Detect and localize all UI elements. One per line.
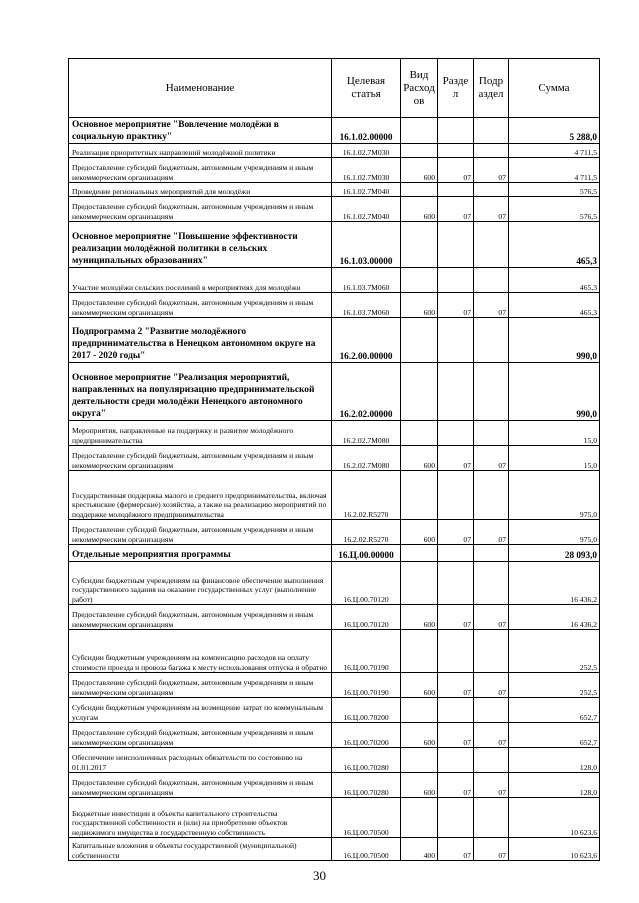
cell-razdel — [438, 363, 474, 421]
cell-code: 16.Ц.00.70190 — [332, 673, 401, 698]
cell-sum: 990,0 — [509, 363, 600, 421]
table-row — [69, 723, 600, 748]
cell-podrazdel — [474, 421, 509, 446]
header-name: Наименование — [69, 59, 332, 118]
cell-name: Реализация приоритетных направлений молодёжной политики — [69, 144, 332, 158]
cell-razdel — [438, 698, 474, 723]
cell-razdel — [438, 471, 474, 520]
cell-podrazdel: 07 — [474, 197, 509, 222]
cell-razdel — [438, 318, 474, 363]
cell-sum: 252,5 — [509, 630, 600, 673]
cell-name: Субсидии бюджетным учреждениям на компенсацию расходов на оплату стоимости проезда и провоза багажа к месту использования отпуска и обратно — [69, 630, 332, 673]
cell-sum: 16 436,2 — [509, 562, 600, 605]
table-row — [69, 158, 600, 183]
header-code: Целевая статья — [332, 59, 401, 118]
cell-name: Предоставление субсидий бюджетным, автономным учреждениям и иным некоммерческим организациям — [69, 158, 332, 183]
cell-sum: 4 711,5 — [509, 158, 600, 183]
cell-podrazdel — [474, 318, 509, 363]
cell-vid — [401, 545, 438, 562]
cell-code: 16.1.02.7М030 — [332, 144, 401, 158]
table-row — [69, 605, 600, 630]
cell-vid — [401, 118, 438, 144]
cell-name: Проведение региональных мероприятий для молодёжи — [69, 183, 332, 197]
cell-code: 16.Ц.00.70500 — [332, 838, 401, 861]
cell-razdel: 07 — [438, 520, 474, 545]
cell-vid: 600 — [401, 446, 438, 471]
cell-podrazdel: 07 — [474, 673, 509, 698]
cell-code: 16.1.02.7М030 — [332, 158, 401, 183]
header-podrazdel: Подр аздел — [474, 59, 509, 118]
cell-vid: 600 — [401, 158, 438, 183]
cell-sum: 16 436,2 — [509, 605, 600, 630]
cell-code: 16.Ц.00.70500 — [332, 798, 401, 838]
cell-podrazdel — [474, 268, 509, 293]
cell-podrazdel — [474, 183, 509, 197]
cell-vid — [401, 798, 438, 838]
cell-razdel: 07 — [438, 673, 474, 698]
cell-vid: 600 — [401, 605, 438, 630]
cell-podrazdel — [474, 222, 509, 268]
header-vid: Вид Расход ов — [401, 59, 438, 118]
cell-code: 16.2.02.00000 — [332, 363, 401, 421]
cell-sum: 4 711,5 — [509, 144, 600, 158]
cell-sum: 576,5 — [509, 183, 600, 197]
table-row — [69, 144, 600, 158]
cell-code: 16.1.03.7М060 — [332, 268, 401, 293]
cell-code: 16.2.02.7М080 — [332, 421, 401, 446]
cell-name: Государственная поддержка малого и среднего предпринимательства, включая крестьянские (фермерские) хозяйства, а также на реализацию мероприятий по поддержке молодёжного предпринимательства — [69, 471, 332, 520]
cell-name: Предоставление субсидий бюджетным, автономным учреждениям и иным некоммерческим организациям — [69, 605, 332, 630]
cell-podrazdel — [474, 545, 509, 562]
cell-razdel: 07 — [438, 446, 474, 471]
cell-name: Предоставление субсидий бюджетным, автономным учреждениям и иным некоммерческим организациям — [69, 673, 332, 698]
cell-vid — [401, 421, 438, 446]
cell-sum: 15,0 — [509, 446, 600, 471]
cell-vid — [401, 363, 438, 421]
cell-podrazdel — [474, 562, 509, 605]
table-row — [69, 838, 600, 861]
cell-podrazdel: 07 — [474, 446, 509, 471]
cell-razdel — [438, 748, 474, 773]
cell-vid — [401, 471, 438, 520]
cell-sum: 465,3 — [509, 222, 600, 268]
cell-podrazdel — [474, 118, 509, 144]
table-row — [69, 798, 600, 838]
cell-razdel — [438, 630, 474, 673]
cell-podrazdel: 07 — [474, 723, 509, 748]
cell-vid — [401, 562, 438, 605]
cell-sum: 465,3 — [509, 293, 600, 318]
cell-code: 16.Ц.00.00000 — [332, 545, 401, 562]
table-row — [69, 630, 600, 673]
cell-code: 16.1.02.7М040 — [332, 183, 401, 197]
cell-name: Участие молодёжи сельских поселений в мероприятиях для молодёжи — [69, 268, 332, 293]
table-row — [69, 446, 600, 471]
table-row — [69, 118, 600, 144]
cell-podrazdel: 07 — [474, 605, 509, 630]
cell-podrazdel: 07 — [474, 293, 509, 318]
cell-vid — [401, 698, 438, 723]
cell-sum: 10 623,6 — [509, 798, 600, 838]
cell-name: Предоставление субсидий бюджетным, автономным учреждениям и иным некоммерческим организациям — [69, 293, 332, 318]
cell-razdel — [438, 144, 474, 158]
cell-podrazdel — [474, 363, 509, 421]
cell-podrazdel — [474, 748, 509, 773]
cell-sum: 252,5 — [509, 673, 600, 698]
cell-sum: 576,5 — [509, 197, 600, 222]
cell-vid — [401, 144, 438, 158]
table-row — [69, 748, 600, 773]
cell-sum: 990,0 — [509, 318, 600, 363]
cell-code: 16.2.02.R5270 — [332, 471, 401, 520]
cell-code: 16.1.02.00000 — [332, 118, 401, 144]
cell-vid — [401, 268, 438, 293]
cell-razdel — [438, 268, 474, 293]
table-row — [69, 520, 600, 545]
cell-code: 16.Ц.00.70190 — [332, 630, 401, 673]
table-row — [69, 421, 600, 446]
cell-razdel: 07 — [438, 773, 474, 798]
table-row — [69, 562, 600, 605]
cell-vid: 600 — [401, 723, 438, 748]
cell-podrazdel: 07 — [474, 520, 509, 545]
cell-sum: 128,0 — [509, 773, 600, 798]
cell-sum: 975,0 — [509, 471, 600, 520]
cell-podrazdel — [474, 144, 509, 158]
table-row — [69, 222, 600, 268]
cell-name: Капитальные вложения в объекты государственной (муниципальной) собственности — [69, 838, 332, 861]
cell-razdel: 07 — [438, 293, 474, 318]
cell-name: Основное мероприятие "Повышение эффективности реализации молодёжной политики в сельских муниципальных образованиях" — [69, 222, 332, 268]
cell-sum: 28 093,0 — [509, 545, 600, 562]
cell-sum: 5 288,0 — [509, 118, 600, 144]
cell-vid: 600 — [401, 673, 438, 698]
cell-razdel: 07 — [438, 723, 474, 748]
cell-sum: 465,3 — [509, 268, 600, 293]
budget-table — [68, 58, 600, 861]
cell-code: 16.1.03.00000 — [332, 222, 401, 268]
cell-code: 16.Ц.00.70120 — [332, 562, 401, 605]
cell-razdel — [438, 222, 474, 268]
cell-code: 16.Ц.00.70200 — [332, 723, 401, 748]
cell-name: Подпрограмма 2 "Развитие молодёжного предпринимательства в Ненецком автономном округе на 2017 - 2020 годы" — [69, 318, 332, 363]
cell-name: Предоставление субсидий бюджетным, автономным учреждениям и иным некоммерческим организациям — [69, 446, 332, 471]
cell-name: Бюджетные инвестиции в объекты капитального строительства государственной собственности и (или) на приобретение объектов недвижимого имущества в государственную собственность — [69, 798, 332, 838]
cell-sum: 652,7 — [509, 723, 600, 748]
cell-name: Основное мероприятие "Реализация мероприятий, направленных на популяризацию предпринимательской деятельности среди молодёжи Ненецкого автономного округа" — [69, 363, 332, 421]
cell-name: Предоставление субсидий бюджетным, автономным учреждениям и иным некоммерческим организациям — [69, 520, 332, 545]
table-row — [69, 183, 600, 197]
cell-sum: 975,0 — [509, 520, 600, 545]
cell-vid — [401, 630, 438, 673]
cell-name: Отдельные мероприятия программы — [69, 545, 332, 562]
cell-razdel — [438, 183, 474, 197]
cell-podrazdel — [474, 698, 509, 723]
table-row — [69, 471, 600, 520]
cell-razdel — [438, 545, 474, 562]
cell-name: Предоставление субсидий бюджетным, автономным учреждениям и иным некоммерческим организациям — [69, 773, 332, 798]
cell-sum: 15,0 — [509, 421, 600, 446]
table-row — [69, 293, 600, 318]
cell-podrazdel: 07 — [474, 158, 509, 183]
cell-code: 16.Ц.00.70280 — [332, 748, 401, 773]
cell-code: 16.2.00.00000 — [332, 318, 401, 363]
table-header-row — [69, 59, 600, 118]
cell-vid: 600 — [401, 773, 438, 798]
cell-code: 16.2.02.7М080 — [332, 446, 401, 471]
cell-podrazdel: 07 — [474, 773, 509, 798]
cell-vid — [401, 183, 438, 197]
table-row — [69, 545, 600, 562]
table-row — [69, 698, 600, 723]
cell-code: 16.Ц.00.70280 — [332, 773, 401, 798]
cell-sum: 10 623,6 — [509, 838, 600, 861]
cell-name: Предоставление субсидий бюджетным, автономным учреждениям и иным некоммерческим организациям — [69, 197, 332, 222]
cell-vid: 400 — [401, 838, 438, 861]
cell-sum: 652,7 — [509, 698, 600, 723]
cell-code: 16.Ц.00.70200 — [332, 698, 401, 723]
page-number: 30 — [313, 868, 326, 883]
cell-name: Субсидии бюджетным учреждениям на возмещение затрат по коммунальным услугам — [69, 698, 332, 723]
table-row — [69, 363, 600, 421]
table-row — [69, 318, 600, 363]
cell-razdel — [438, 118, 474, 144]
cell-podrazdel — [474, 798, 509, 838]
table-row — [69, 197, 600, 222]
cell-razdel: 07 — [438, 605, 474, 630]
cell-vid: 600 — [401, 520, 438, 545]
cell-razdel — [438, 421, 474, 446]
table-row — [69, 268, 600, 293]
cell-vid — [401, 748, 438, 773]
cell-code: 16.1.03.7М060 — [332, 293, 401, 318]
cell-podrazdel: 07 — [474, 838, 509, 861]
table-row — [69, 773, 600, 798]
cell-code: 16.1.02.7М040 — [332, 197, 401, 222]
cell-name: Предоставление субсидий бюджетным, автономным учреждениям и иным некоммерческим организациям — [69, 723, 332, 748]
cell-razdel: 07 — [438, 838, 474, 861]
cell-razdel — [438, 562, 474, 605]
cell-name: Обеспечение неисполненных расходных обязательств по состоянию на 01.01.2017 — [69, 748, 332, 773]
cell-vid: 600 — [401, 293, 438, 318]
cell-razdel: 07 — [438, 197, 474, 222]
cell-code: 16.2.02.R5270 — [332, 520, 401, 545]
cell-name: Мероприятия, направленные на поддержку и развитие молодёжного предпринимательства — [69, 421, 332, 446]
cell-podrazdel — [474, 630, 509, 673]
cell-name: Субсидии бюджетным учреждениям на финансовое обеспечение выполнения государственного задания на оказание государственных услуг (выполнение работ) — [69, 562, 332, 605]
cell-podrazdel — [474, 471, 509, 520]
cell-razdel — [438, 798, 474, 838]
cell-vid: 600 — [401, 197, 438, 222]
header-sum: Сумма — [509, 59, 600, 118]
cell-vid — [401, 222, 438, 268]
cell-code: 16.Ц.00.70120 — [332, 605, 401, 630]
header-razdel: Разде л — [438, 59, 474, 118]
table-row — [69, 673, 600, 698]
cell-vid — [401, 318, 438, 363]
cell-name: Основное мероприятие "Вовлечение молодёжи в социальную практику" — [69, 118, 332, 144]
cell-sum: 128,0 — [509, 748, 600, 773]
cell-razdel: 07 — [438, 158, 474, 183]
